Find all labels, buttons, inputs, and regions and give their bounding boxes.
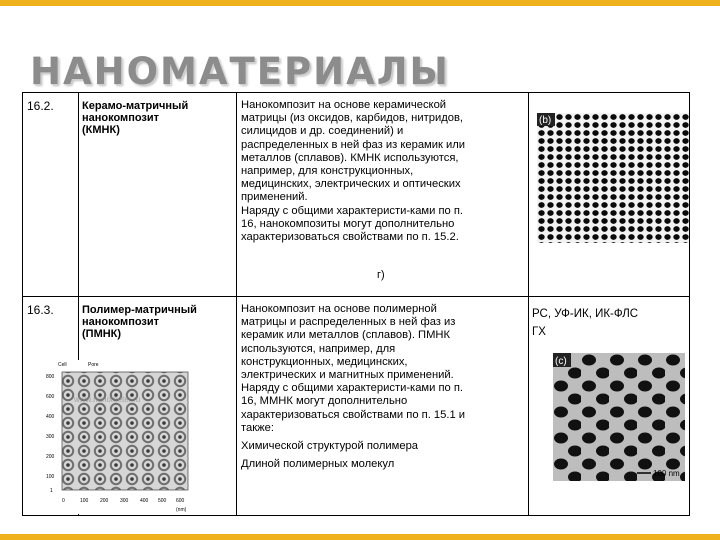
svg-text:(c): (c) [555,356,567,367]
material-name: Полимер-матричный нанокомпозит (ПМНК) [82,304,197,340]
afm-plot-image [44,360,196,514]
ceramic-micrograph-image [537,113,689,243]
svg-text:Cell: Cell [58,362,67,368]
svg-text:100: 100 [46,474,55,480]
svg-text:(nm): (nm) [176,507,187,513]
svg-text:300: 300 [46,434,55,440]
svg-text:200: 200 [100,498,109,504]
svg-text:100 nm: 100 nm [653,469,680,478]
material-name: Керамо-матричный нанокомпозит (КМНК) [82,100,189,136]
svg-text:400: 400 [140,498,149,504]
svg-text:300: 300 [120,498,129,504]
svg-text:600: 600 [46,394,55,400]
row-number: 16.3. [27,303,54,317]
svg-text:1: 1 [50,488,53,494]
svg-text:400: 400 [46,414,55,420]
slide-title: НАНОМАТЕРИАЛЫ [30,50,450,93]
table-row-16-2 [23,93,689,297]
figure-label: г) [377,269,385,281]
svg-text:500: 500 [158,498,167,504]
material-description: Нанокомпозит на основе керамической матрицы (из оксидов, карбидов, нитридов, силицидов и др. соединений) и распределенных в ней фаз из керамик или металлов (сплавов). КМНК используются, например, для конструкционных, медицинских, электрических и оптических применений. Наряду с общими характеристи-ками по п. 16, нанокомпозиты могут дополнительно характеризоваться свойствами по п. 15.2. [241,99,466,244]
svg-text:600: 600 [176,498,185,504]
bottom-accent-bar [0,534,720,540]
svg-text:200: 200 [46,454,55,460]
row-number: 16.2. [27,99,54,113]
analysis-methods: РС, УФ-ИК, ИК-ФЛС ГХ [532,308,639,338]
material-description: Нанокомпозит на основе полимерной матрицы и распределенных в ней фаз из керамик или металлов (сплавов). ПМНК используются, например, для конструкционных, медицинских, электрических и магнитных применений. Наряду с общими характеристи-ками по п. 16, ММНК могут дополнительно характеризоваться свойствами по п. 15.1 и также: Химической структурой полимера Длиной полимерных молекул [241,303,466,471]
svg-text:100: 100 [80,498,89,504]
svg-text:Pore: Pore [88,362,99,368]
top-accent-bar [0,0,720,6]
polymer-micrograph-image [553,353,685,481]
svg-text:www.nanometer.ru: www.nanometer.ru [74,395,141,404]
svg-text:(b): (b) [539,115,552,126]
svg-text:800: 800 [46,374,55,380]
svg-text:0: 0 [62,498,65,504]
